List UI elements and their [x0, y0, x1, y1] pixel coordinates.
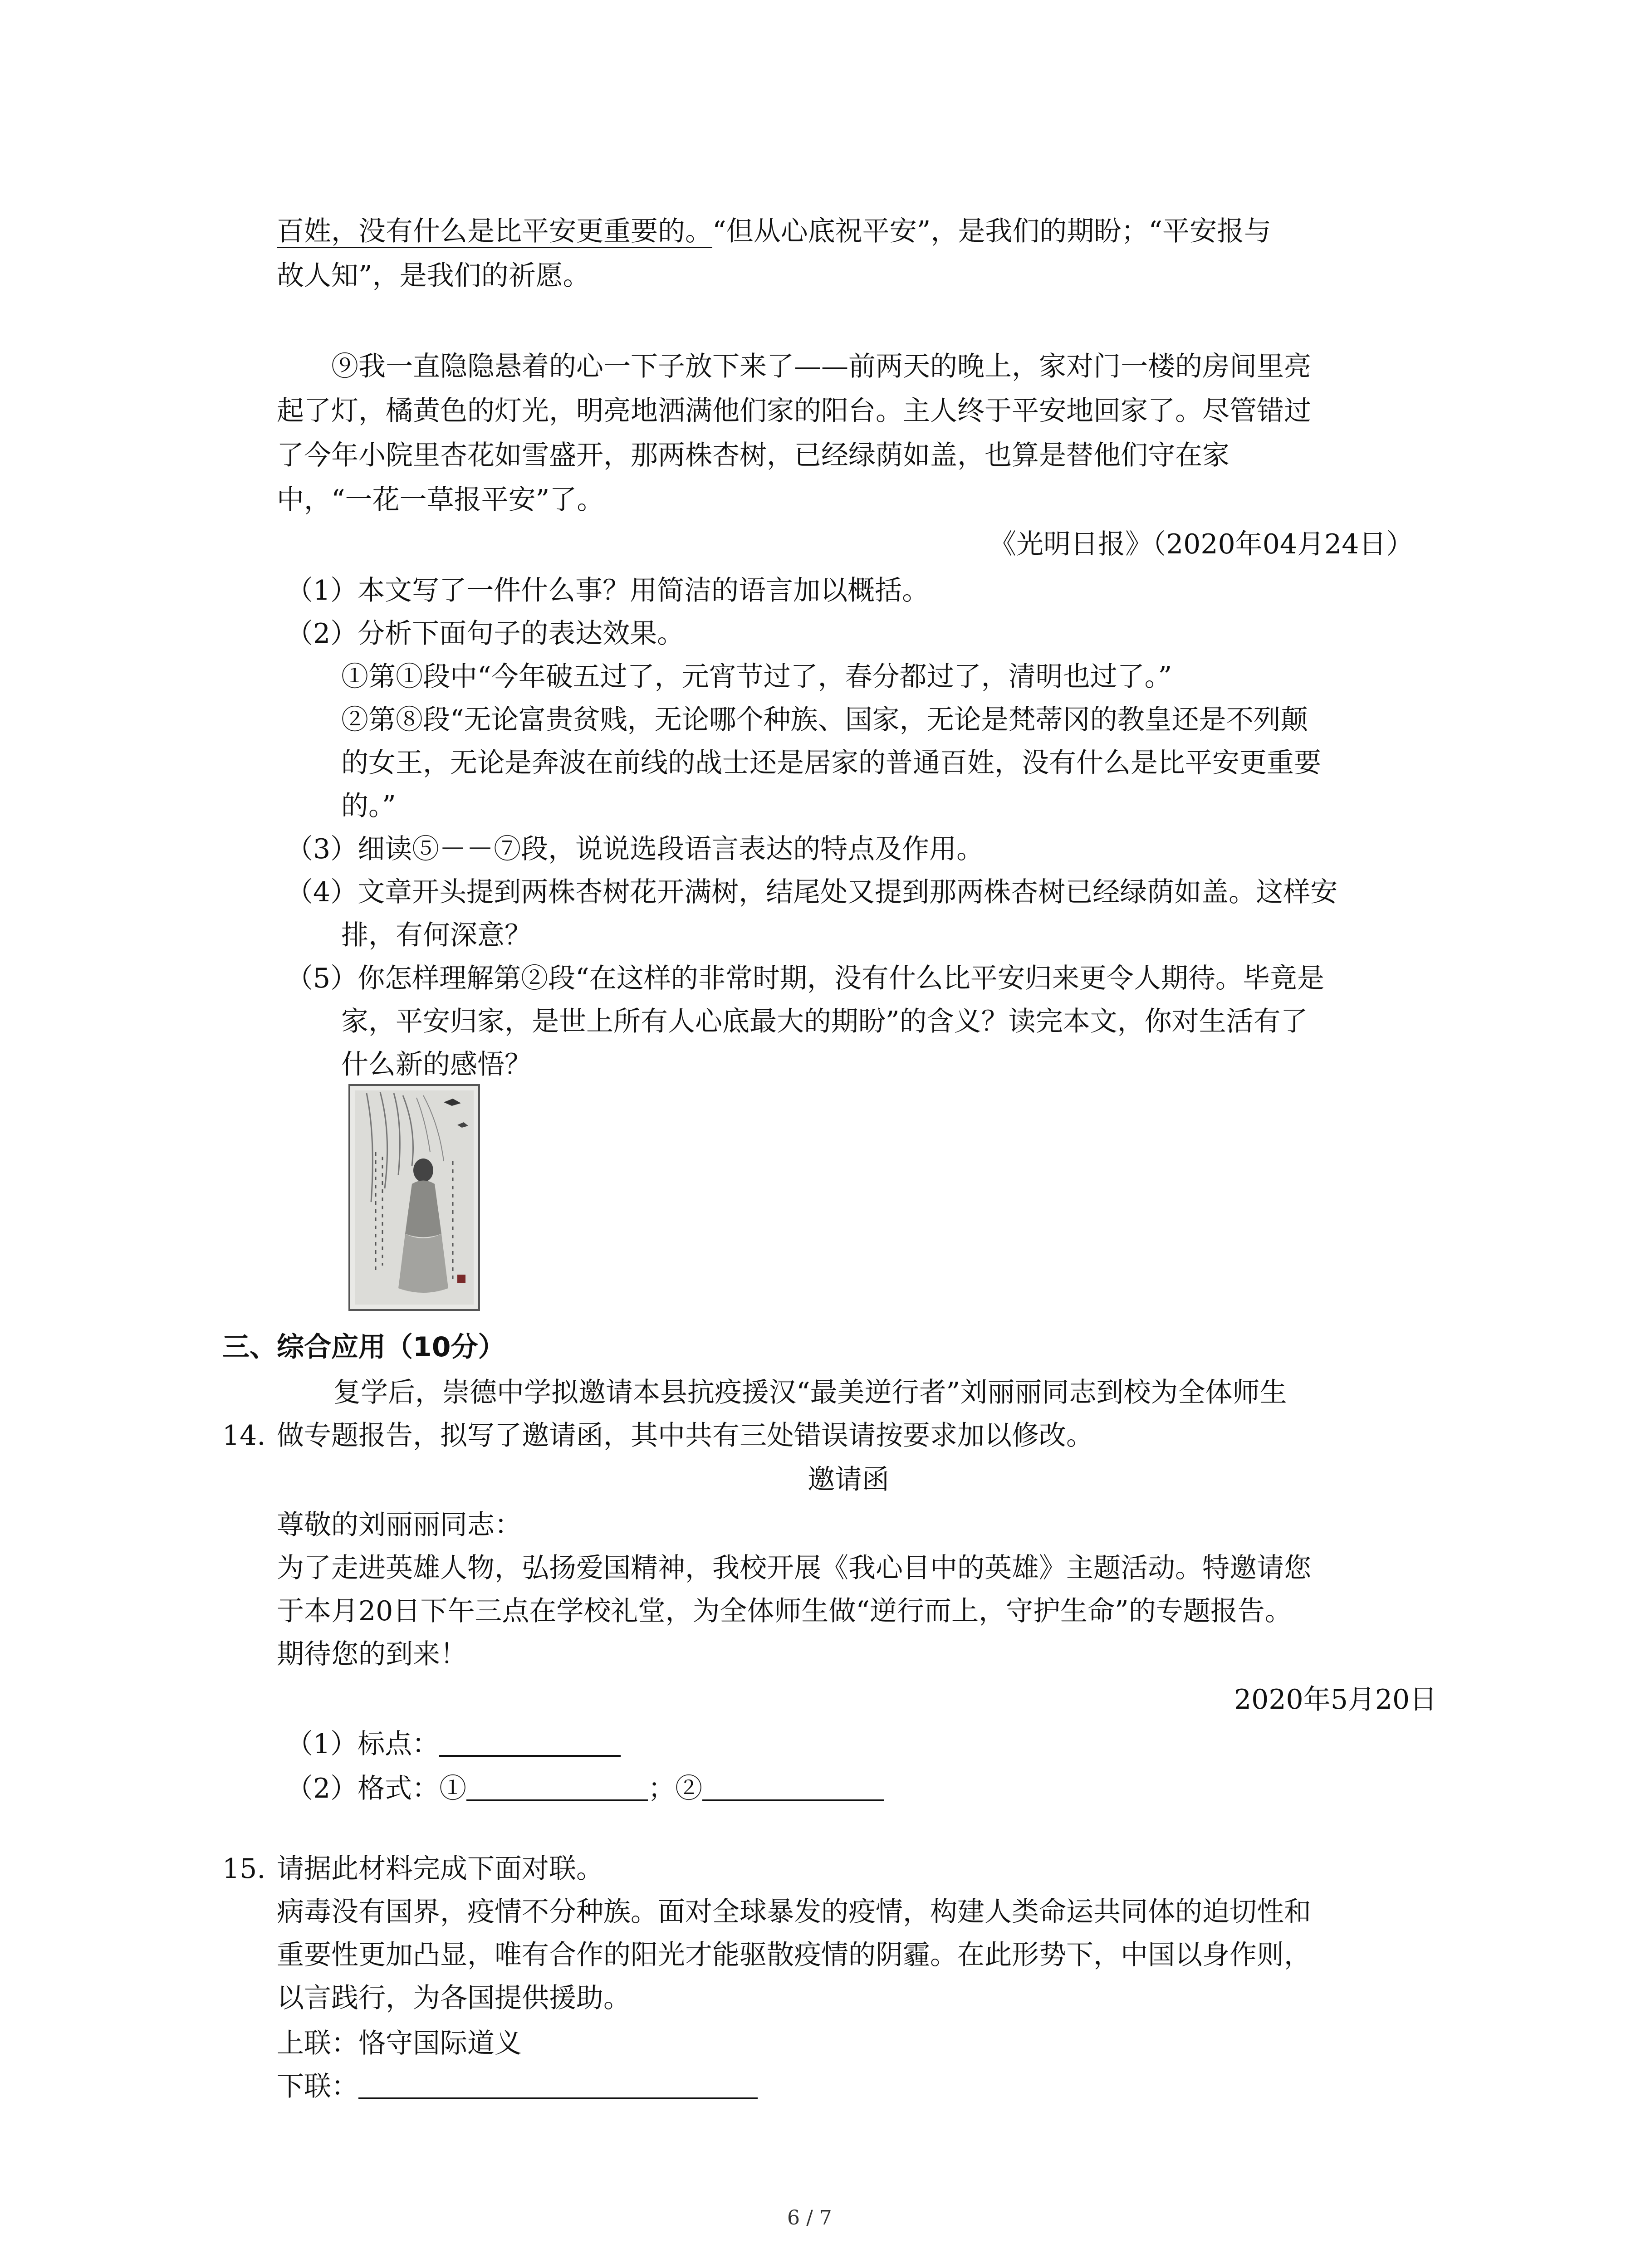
section-heading: 三、综合应用（10分） — [222, 1331, 505, 1363]
question-13-2-b: 的女王，无论是奔波在前线的战士还是居家的普通百姓，没有什么是比平安更重要 — [341, 747, 1321, 779]
passage-line — [277, 213, 1271, 249]
couplet-upper: 上联：恪守国际道义 — [277, 2028, 522, 2059]
paragraph-9-line: 了今年小院里杏花如雪盛开，那两株杏树，已经绿荫如盖，也算是替他们守在家 — [277, 440, 1230, 471]
question-13-1: （1）本文写了一件什么事？用简洁的语言加以概括。 — [286, 575, 930, 606]
question-13-2-b: 的。” — [341, 790, 396, 822]
format-answer-blank-1[interactable] — [466, 1772, 648, 1801]
couplet-lower — [277, 2068, 758, 2105]
source-citation: 《光明日报》（2020年04月24日） — [989, 528, 1414, 560]
paragraph-9-line: 中，“一花一草报平安”了。 — [277, 484, 604, 516]
question-15-material: 重要性更加凸显，唯有合作的阳光才能驱散疫情的阴霾。在此形势下，中国以身作则， — [277, 1939, 1311, 1971]
letter-date: 2020年5月20日 — [1234, 1684, 1437, 1716]
paragraph-9-line: ⑨我一直隐隐悬着的心一下子放下来了——前两天的晚上，家对门一楼的房间里亮 — [331, 351, 1311, 382]
question-13-5: （5）你怎样理解第②段“在这样的非常时期，没有什么比平安归来更令人期待。毕竟是 — [286, 963, 1324, 994]
question-13-3: （3）细读⑤－－⑦段，说说选段语言表达的特点及作用。 — [286, 833, 984, 865]
passage-line: 故人知”，是我们的祈愿。 — [277, 260, 590, 292]
question-15-material: 以言践行，为各国提供援助。 — [277, 1982, 631, 2014]
question-14-number: 14. — [222, 1420, 266, 1452]
question-13-4: （4）文章开头提到两株杏树花开满树，结尾处又提到那两株杏树已经绿荫如盖。这样安 — [286, 876, 1338, 908]
paragraph-9-line: 起了灯，橘黄色的灯光，明亮地洒满他们家的阳台。主人终于平安地回家了。尽管错过 — [277, 395, 1311, 427]
letter-body: 为了走进英雄人物，弘扬爱国精神，我校开展《我心目中的英雄》主题活动。特邀请您 — [277, 1552, 1311, 1584]
question-13-2-b: ②第⑧段“无论富贵贫贱，无论哪个种族、国家，无论是梵蒂冈的教皇还是不列颠 — [341, 704, 1308, 736]
couplet-lower-label: 下联： — [277, 2071, 358, 2102]
ink-painting-image — [348, 1084, 480, 1311]
question-14-intro: 做专题报告，拟写了邀请函，其中共有三处错误请按要求加以修改。 — [277, 1420, 1093, 1452]
question-13-2: （2）分析下面句子的表达效果。 — [286, 618, 685, 650]
question-14-2 — [286, 1770, 884, 1807]
letter-body: 期待您的到来！ — [277, 1638, 467, 1670]
question-15-number: 15. — [222, 1853, 266, 1885]
question-15-prompt: 请据此材料完成下面对联。 — [277, 1853, 603, 1885]
question-14-2-label: （2）格式：① — [286, 1773, 467, 1804]
question-14-intro: 复学后，崇德中学拟邀请本县抗疫援汉“最美逆行者”刘丽丽同志到校为全体师生 — [333, 1377, 1287, 1408]
letter-body: 于本月20日下午三点在学校礼堂，为全体师生做“逆行而上，守护生命”的专题报告。 — [277, 1595, 1292, 1627]
punctuation-answer-blank[interactable] — [439, 1728, 621, 1757]
letter-title: 邀请函 — [808, 1464, 889, 1496]
question-13-4: 排，有何深意？ — [341, 919, 532, 951]
question-15-material: 病毒没有国界，疫情不分种族。面对全球暴发的疫情，构建人类命运共同体的迫切性和 — [277, 1896, 1311, 1928]
format-answer-blank-2[interactable] — [702, 1772, 884, 1801]
question-13-5: 什么新的感悟？ — [341, 1049, 532, 1080]
question-14-2-separator: ；② — [648, 1773, 703, 1804]
letter-salutation: 尊敬的刘丽丽同志： — [277, 1509, 522, 1541]
question-13-2-a: ①第①段中“今年破五过了，元宵节过了，春分都过了，清明也过了。” — [341, 661, 1172, 693]
question-14-1 — [286, 1726, 621, 1762]
underlined-sentence: 百姓，没有什么是比平安更重要的。 — [277, 215, 712, 247]
question-14-1-label: （1）标点： — [286, 1728, 440, 1760]
passage-line-rest: “但从心底祝平安”，是我们的期盼；“平安报与 — [712, 215, 1272, 247]
couplet-answer-blank[interactable] — [358, 2070, 758, 2099]
page-number: 6 / 7 — [787, 2206, 832, 2229]
question-13-5: 家，平安归家，是世上所有人心底最大的期盼”的含义？读完本文，你对生活有了 — [341, 1006, 1308, 1037]
